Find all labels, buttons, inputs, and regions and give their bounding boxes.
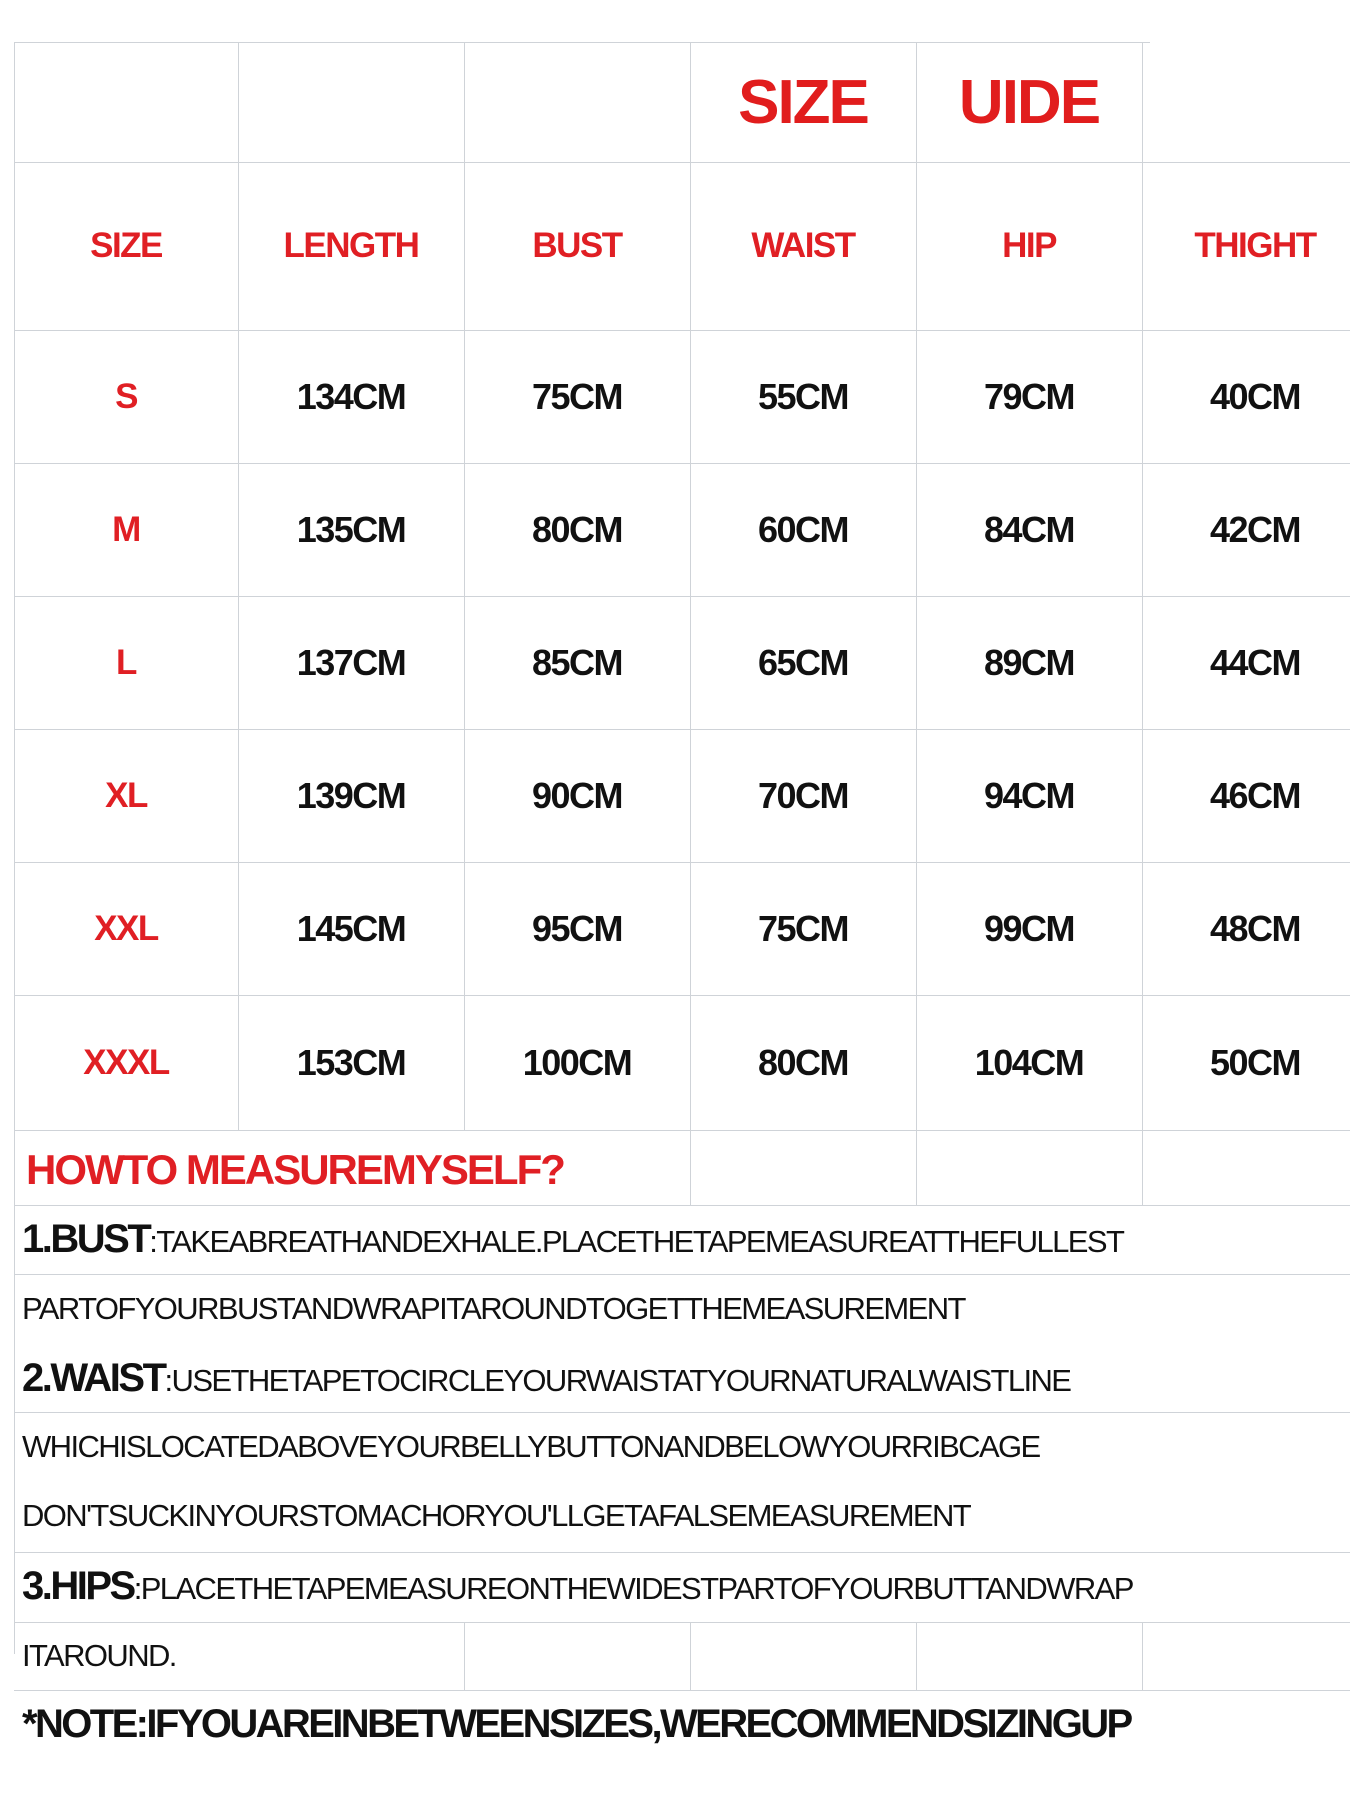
- size-label: XXXL: [83, 1042, 169, 1082]
- size-label: XL: [105, 775, 147, 815]
- thight-value: 46CM: [1209, 774, 1301, 816]
- thight-value: 40CM: [1209, 375, 1301, 417]
- bust-value: 85CM: [531, 641, 623, 683]
- bust-value: 75CM: [531, 375, 623, 417]
- waist-value: 75CM: [757, 907, 849, 949]
- column-header-hip: HIP: [1002, 226, 1056, 265]
- hips-instruction-text: :PLACETHETAPEMEASUREONTHEWIDESTPARTOFYOURBUTTANDWRAP: [133, 1571, 1133, 1606]
- grid-line: [14, 1690, 1350, 1691]
- column-header-waist: WAIST: [751, 226, 855, 265]
- thight-value: 42CM: [1209, 508, 1301, 550]
- hips-instruction-label: 3.HIPS: [22, 1564, 134, 1608]
- hip-value: 104CM: [974, 1041, 1084, 1083]
- thight-value: 50CM: [1209, 1041, 1301, 1083]
- length-value: 139CM: [296, 774, 406, 816]
- grid-line: [14, 1205, 1350, 1206]
- waist-instruction-label: 2.WAIST: [22, 1356, 165, 1400]
- bust-value: 90CM: [531, 774, 623, 816]
- sizing-note: *NOTE:IFYOUAREINBETWEENSIZES,WERECOMMENDSIZINGUP: [22, 1702, 1131, 1746]
- column-header-bust: BUST: [532, 226, 622, 265]
- size-label: S: [115, 376, 137, 416]
- length-value: 135CM: [296, 508, 406, 550]
- waist-value: 65CM: [757, 641, 849, 683]
- grid-line: [14, 1274, 1350, 1275]
- size-label: M: [112, 509, 140, 549]
- bust-instruction-line: [22, 1219, 1123, 1262]
- bust-value: 80CM: [531, 508, 623, 550]
- length-value: 145CM: [296, 907, 406, 949]
- hip-value: 79CM: [983, 375, 1075, 417]
- waist-instruction-text-2: WHICHISLOCATEDABOVEYOURBELLYBUTTONANDBELOWYOURRIBCAGE: [22, 1429, 1040, 1464]
- hip-value: 94CM: [983, 774, 1075, 816]
- size-guide-sheet: [14, 42, 1350, 1772]
- length-value: 153CM: [296, 1041, 406, 1083]
- waist-value: 55CM: [757, 375, 849, 417]
- grid-line: [916, 1622, 917, 1690]
- grid-line: [14, 1552, 1350, 1553]
- waist-instruction-text-3: DON'TSUCKINYOURSTOMACHORYOU'LLGETAFALSEMEASUREMENT: [22, 1498, 971, 1533]
- grid-line: [1142, 1622, 1143, 1690]
- column-header-length: LENGTH: [283, 226, 419, 265]
- hips-instruction-line: [22, 1566, 1133, 1609]
- thight-value: 44CM: [1209, 641, 1301, 683]
- bust-value: 95CM: [531, 907, 623, 949]
- length-value: 134CM: [296, 375, 406, 417]
- hip-value: 89CM: [983, 641, 1075, 683]
- title-part-1: SIZE: [738, 67, 868, 137]
- size-label: XXL: [94, 908, 158, 948]
- waist-value: 80CM: [757, 1041, 849, 1083]
- waist-value: 60CM: [757, 508, 849, 550]
- grid-line: [464, 1622, 465, 1690]
- grid-line: [14, 1622, 1350, 1623]
- bust-value: 100CM: [522, 1041, 632, 1083]
- bust-instruction-text: :TAKEABREATHANDEXHALE.PLACETHETAPEMEASUREATTHEFULLEST: [149, 1224, 1124, 1259]
- hips-instruction-text-2: ITAROUND.: [22, 1638, 176, 1673]
- waist-instruction-line: [22, 1358, 1070, 1401]
- grid-line: [14, 1412, 1350, 1413]
- size-label: L: [116, 642, 136, 682]
- title-part-2: UIDE: [958, 67, 1100, 137]
- grid-line: [690, 1622, 691, 1690]
- bust-instruction-label: 1.BUST: [22, 1217, 150, 1261]
- waist-instruction-text: :USETHETAPETOCIRCLEYOURWAISTATYOURNATURALWAISTLINE: [164, 1363, 1071, 1398]
- column-header-size: SIZE: [90, 226, 162, 265]
- waist-value: 70CM: [757, 774, 849, 816]
- length-value: 137CM: [296, 641, 406, 683]
- hip-value: 84CM: [983, 508, 1075, 550]
- bust-instruction-text-2: PARTOFYOURBUSTANDWRAPITAROUNDTOGETTHEMEASUREMENT: [22, 1291, 965, 1326]
- thight-value: 48CM: [1209, 907, 1301, 949]
- grid-line: [14, 1130, 1350, 1131]
- how-to-measure-heading: HOWTO MEASUREMYSELF?: [26, 1146, 564, 1193]
- column-header-thight: THIGHT: [1194, 226, 1316, 265]
- hip-value: 99CM: [983, 907, 1075, 949]
